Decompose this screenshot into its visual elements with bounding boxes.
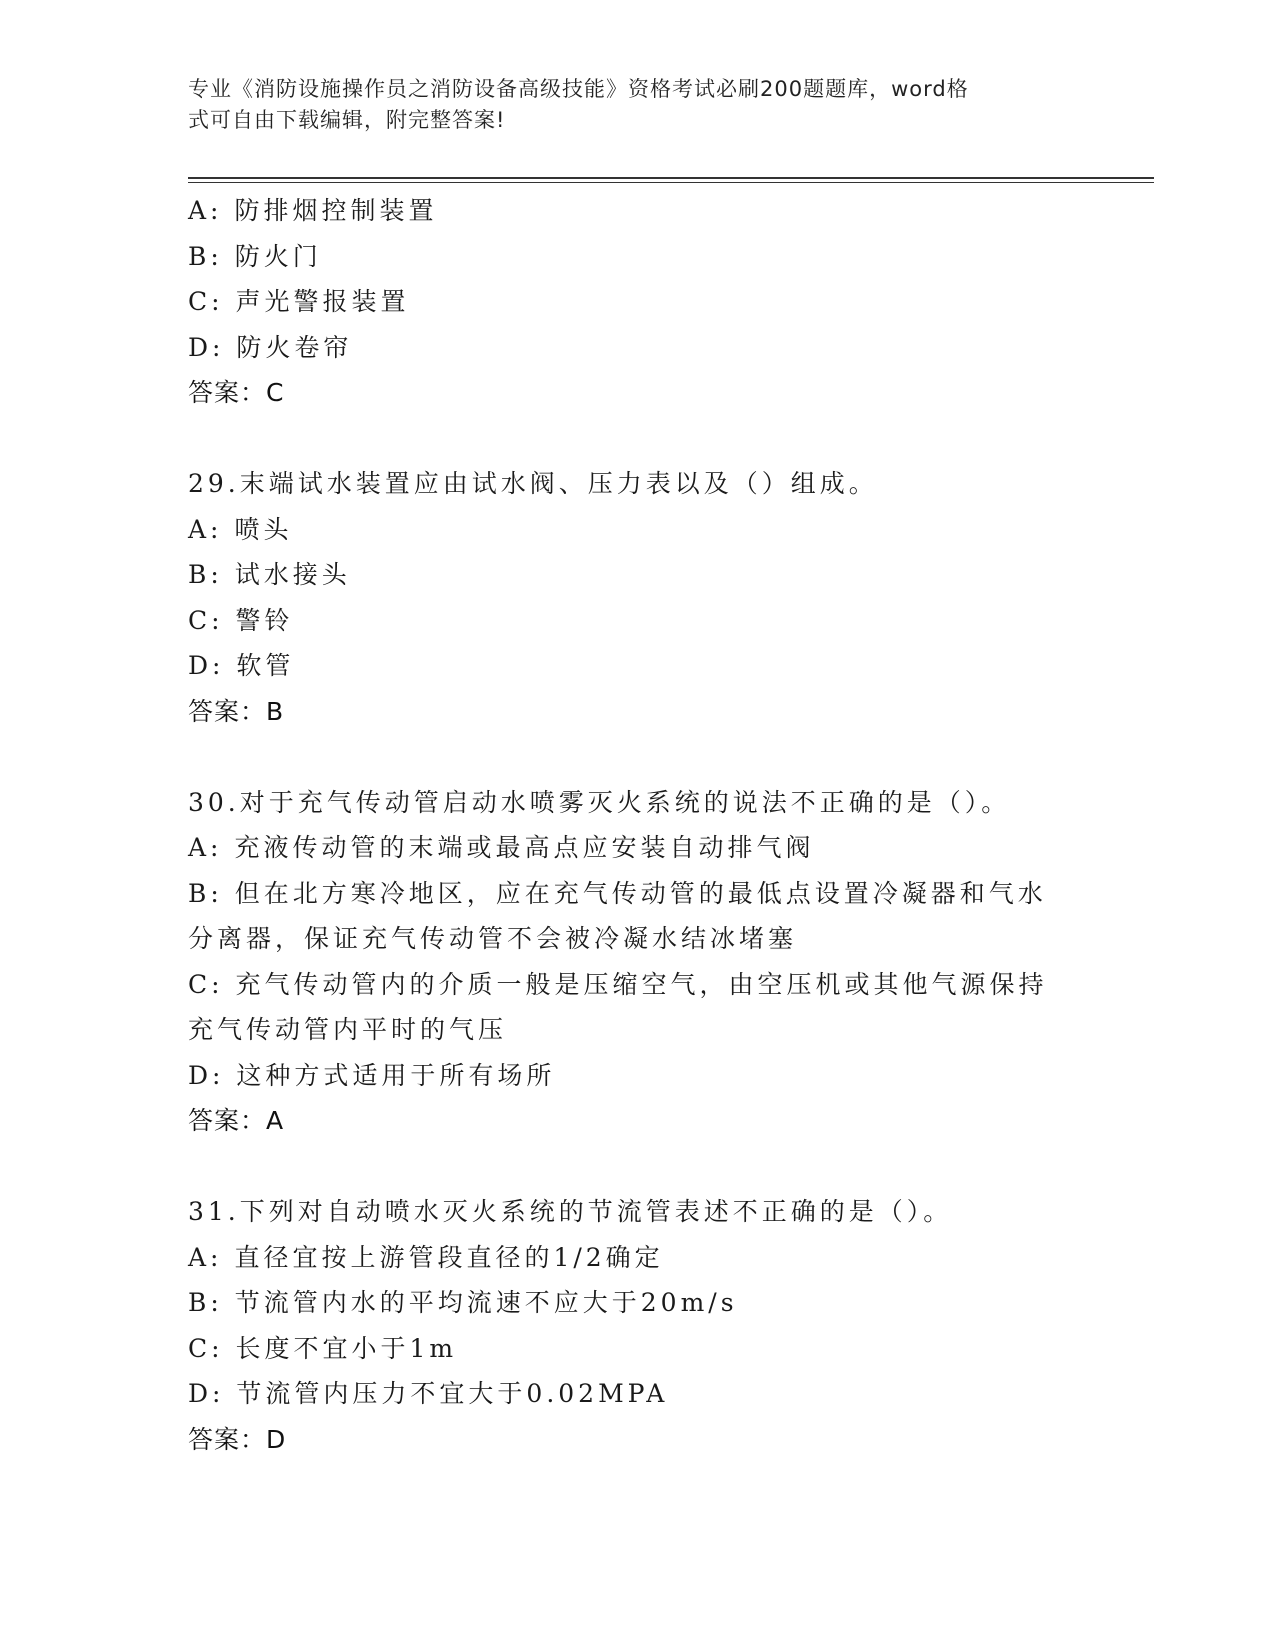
option-key: B:	[188, 1288, 223, 1317]
option-key: B:	[188, 560, 223, 589]
option-text: 节流管内压力不宜大于0.02MPA	[236, 1379, 669, 1408]
option-key: C:	[188, 605, 224, 635]
header-divider-thin	[188, 182, 1154, 183]
question-block-29	[188, 461, 1088, 734]
option-text: 声光警报装置	[235, 287, 410, 316]
question-text: 30.对于充气传动管启动水喷雾灭火系统的说法不正确的是（）。	[188, 787, 1011, 817]
option-key: D:	[188, 1379, 225, 1408]
option-text: 但在北方寒冷地区，应在充气传动管的最低点设置冷凝器和气水分离器，保证充气传动管不会被冷凝水结冰堵塞	[188, 878, 1047, 953]
option-b	[188, 1280, 1088, 1326]
header-divider-thick	[188, 177, 1154, 179]
spacer	[188, 734, 1088, 780]
option-key: C:	[188, 969, 224, 999]
answer-line: 答案：A	[188, 1106, 285, 1135]
option-b	[188, 871, 1068, 962]
answer-line: 答案：D	[188, 1424, 287, 1454]
option-text: 试水接头	[234, 560, 351, 589]
question-text: 29.末端试水装置应由试水阀、压力表以及（）组成。	[188, 469, 878, 498]
option-c	[188, 1326, 1088, 1372]
option-text: 节流管内水的平均流速不应大于20m/s	[234, 1288, 738, 1317]
option-text: 警铃	[235, 605, 294, 635]
option-text: 充气传动管内的介质一般是压缩空气，由空压机或其他气源保持充气传动管内平时的气压	[188, 969, 1048, 1044]
option-a	[188, 507, 1088, 553]
option-key: A:	[188, 833, 223, 862]
option-a	[188, 188, 1088, 234]
option-c	[188, 598, 1088, 644]
option-text: 防火卷帘	[236, 332, 353, 362]
option-text: 这种方式适用于所有场所	[236, 1060, 556, 1090]
option-key: C:	[188, 1333, 224, 1363]
answer-line: 答案：C	[188, 378, 285, 407]
option-text: 防火门	[234, 241, 322, 271]
option-text: 软管	[236, 651, 295, 680]
question-list	[188, 188, 1088, 1462]
option-c	[188, 962, 1068, 1053]
option-d	[188, 643, 1088, 689]
option-a	[188, 1235, 1088, 1281]
option-key: A:	[188, 514, 223, 544]
option-d	[188, 325, 1088, 371]
option-d	[188, 1371, 1088, 1417]
option-a	[188, 825, 1088, 871]
answer-line: 答案：B	[188, 696, 285, 726]
question-block-30	[188, 780, 1088, 1144]
option-d	[188, 1053, 1088, 1099]
option-c	[188, 279, 1088, 325]
option-key: C:	[188, 287, 224, 316]
document-header	[188, 74, 1068, 136]
spacer	[188, 416, 1088, 462]
question-block-31	[188, 1189, 1088, 1462]
option-key: D:	[188, 332, 225, 362]
option-text: 防排烟控制装置	[234, 196, 438, 225]
option-b	[188, 234, 1088, 280]
option-key: B:	[188, 241, 223, 271]
option-text: 充液传动管的末端或最高点应安装自动排气阀	[234, 833, 815, 862]
question-block-28	[188, 188, 1088, 416]
option-key: D:	[188, 651, 225, 680]
option-text: 喷头	[234, 514, 293, 544]
header-line-1: 专业《消防设施操作员之消防设备高级技能》资格考试必刷200题题库，word格	[188, 77, 969, 101]
option-key: A:	[188, 196, 223, 225]
spacer	[188, 1144, 1088, 1190]
option-b	[188, 552, 1088, 598]
option-text: 直径宜按上游管段直径的1/2确定	[234, 1242, 664, 1272]
option-key: B:	[188, 878, 223, 908]
question-text: 31.下列对自动喷水灭火系统的节流管表述不正确的是（）。	[188, 1197, 953, 1226]
option-text: 长度不宜小于1m	[235, 1333, 458, 1363]
option-key: D:	[188, 1060, 225, 1090]
header-line-2: 式可自由下载编辑，附完整答案!	[188, 108, 506, 132]
option-key: A:	[188, 1242, 223, 1272]
